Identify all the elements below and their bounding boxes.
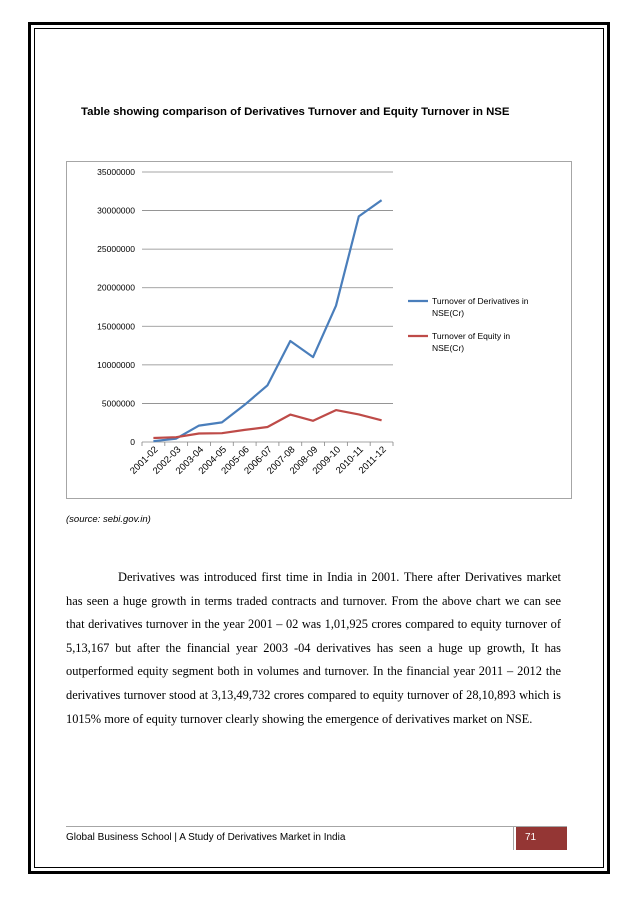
y-tick-label: 35000000 [97, 167, 135, 177]
body-paragraph: Derivatives was introduced first time in India in 2001. There after Derivatives market has seen a huge growth in terms traded contracts and turnover. From the above chart we can see that derivatives turnover in the year 2001 – 02 was 1,01,925 crores compared to equity turnover of 5,13,167 but after the financial year 2003 -04 derivatives has seen a huge up growth, It has outperformed equity segment both in volumes and turnover. In the financial year 2011 – 2012 the derivatives turnover stood at 3,13,49,732 crores compared to equity turnover of 28,10,893 which is 1015% more of equity turnover clearly showing the emergence of derivatives market on NSE. [66, 570, 561, 726]
footer-text: Global Business School | A Study of Derivatives Market in India [66, 832, 346, 843]
page-number-separator [513, 827, 514, 850]
x-tick-label: 2008-09 [287, 444, 321, 477]
legend-label [432, 331, 510, 353]
x-tick-label: 2005-06 [219, 444, 252, 477]
series-line-derivatives [153, 200, 381, 441]
x-tick-label: 2011-12 [356, 444, 389, 477]
footer-divider [66, 826, 567, 827]
legend-label [432, 296, 529, 318]
y-tick-label: 20000000 [97, 282, 135, 293]
chart-heading: Table showing comparison of Derivatives Turnover and Equity Turnover in NSE [81, 106, 510, 118]
series-line-equity [153, 410, 381, 438]
line-chart [66, 161, 572, 499]
x-tick-label: 2010-11 [333, 444, 366, 477]
x-tick-label: 2004-05 [196, 444, 229, 477]
x-tick-label: 2006-07 [242, 444, 275, 477]
source-note: (source: sebi.gov.in) [66, 514, 151, 525]
x-tick-label: 2003-04 [173, 444, 207, 477]
x-tick-label: 2001-02 [128, 444, 161, 477]
y-tick-label: 0 [130, 437, 135, 447]
y-tick-label: 30000000 [97, 205, 135, 216]
legend-label-line: Turnover of Derivatives in [432, 296, 529, 306]
x-tick-label: 2009-10 [310, 444, 344, 477]
y-tick-label: 10000000 [97, 359, 135, 370]
legend-label-line: NSE(Cr) [432, 308, 465, 318]
legend-label-line: NSE(Cr) [432, 343, 465, 353]
page-number: 71 [516, 827, 567, 850]
y-tick-label: 15000000 [97, 321, 135, 332]
y-tick-label: 5000000 [101, 398, 135, 409]
x-tick-label: 2002-03 [150, 444, 184, 477]
y-tick-label: 25000000 [97, 244, 135, 255]
legend-label-line: Turnover of Equity in [432, 331, 511, 341]
x-tick-label: 2007-08 [265, 444, 298, 477]
